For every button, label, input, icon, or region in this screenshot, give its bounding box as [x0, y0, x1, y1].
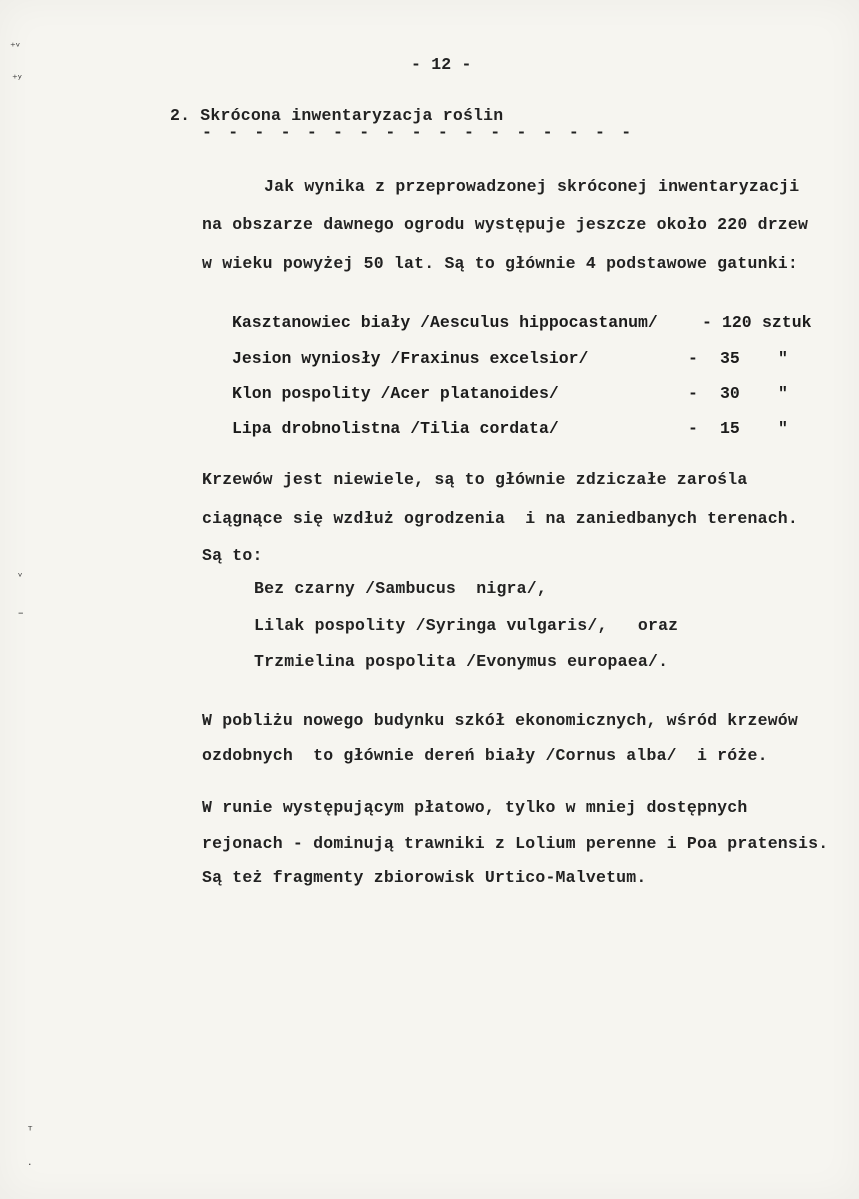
tree-dash: -	[688, 384, 698, 403]
near-building-line: W pobliżu nowego budynku szkół ekonomicznych, wśród krzewów	[202, 711, 798, 730]
shrubs-intro-line: Są to:	[202, 546, 263, 565]
page-number: - 12 -	[411, 55, 472, 74]
tree-qty: 30	[720, 384, 740, 403]
intro-line: na obszarze dawnego ogrodu występuje jeszcze około 220 drzew	[202, 215, 809, 234]
tree-name: Jesion wyniosły /Fraxinus excelsior/	[232, 349, 589, 368]
margin-mark: ·	[28, 1158, 32, 1171]
intro-line: Jak wynika z przeprowadzonej skróconej inwentaryzacji	[264, 177, 800, 196]
tree-unit: "	[778, 384, 788, 403]
grass-line: rejonach - dominują trawniki z Lolium perenne i Poa pratensis.	[202, 834, 829, 853]
tree-name: Lipa drobnolistna /Tilia cordata/	[232, 419, 559, 438]
tree-unit: sztuk	[762, 313, 812, 332]
tree-unit: "	[778, 349, 788, 368]
margin-mark: ⁺ᵛ	[10, 40, 21, 53]
grass-line: Są też fragmenty zbiorowisk Urtico-Malvetum.	[202, 868, 647, 887]
margin-mark: ᵛ	[18, 570, 23, 583]
margin-mark: –	[18, 606, 24, 619]
shrub-item: Trzmielina pospolita /Evonymus europaea/.	[254, 652, 669, 671]
tree-qty: 120	[722, 313, 752, 332]
shrub-item: Lilak pospolity /Syringa vulgaris/, oraz	[254, 616, 679, 635]
shrubs-intro-line: Krzewów jest niewiele, są to głównie zdziczałe zarośla	[202, 470, 748, 489]
tree-dash: -	[688, 349, 698, 368]
near-building-line: ozdobnych to głównie dereń biały /Cornus alba/ i róże.	[202, 746, 768, 765]
section-underline: - - - - - - - - - - - - - - - - -	[202, 123, 635, 142]
shrubs-intro-line: ciągnące się wzdłuż ogrodzenia i na zaniedbanych terenach.	[202, 509, 798, 528]
tree-name: Klon pospolity /Acer platanoides/	[232, 384, 559, 403]
tree-name: Kasztanowiec biały /Aesculus hippocastanum/	[232, 313, 658, 332]
grass-line: W runie występującym płatowo, tylko w mniej dostępnych	[202, 798, 748, 817]
margin-mark: ᵀ	[28, 1124, 33, 1137]
tree-qty: 15	[720, 419, 740, 438]
tree-dash: -	[688, 419, 698, 438]
tree-dash: -	[702, 313, 712, 332]
margin-mark: ⁺ʸ	[12, 72, 22, 85]
tree-unit: "	[778, 419, 788, 438]
section-title: 2. Skrócona inwentaryzacja roślin	[170, 106, 504, 125]
shrub-item: Bez czarny /Sambucus nigra/,	[254, 579, 547, 598]
intro-line: w wieku powyżej 50 lat. Są to głównie 4 podstawowe gatunki:	[202, 254, 798, 273]
tree-qty: 35	[720, 349, 740, 368]
